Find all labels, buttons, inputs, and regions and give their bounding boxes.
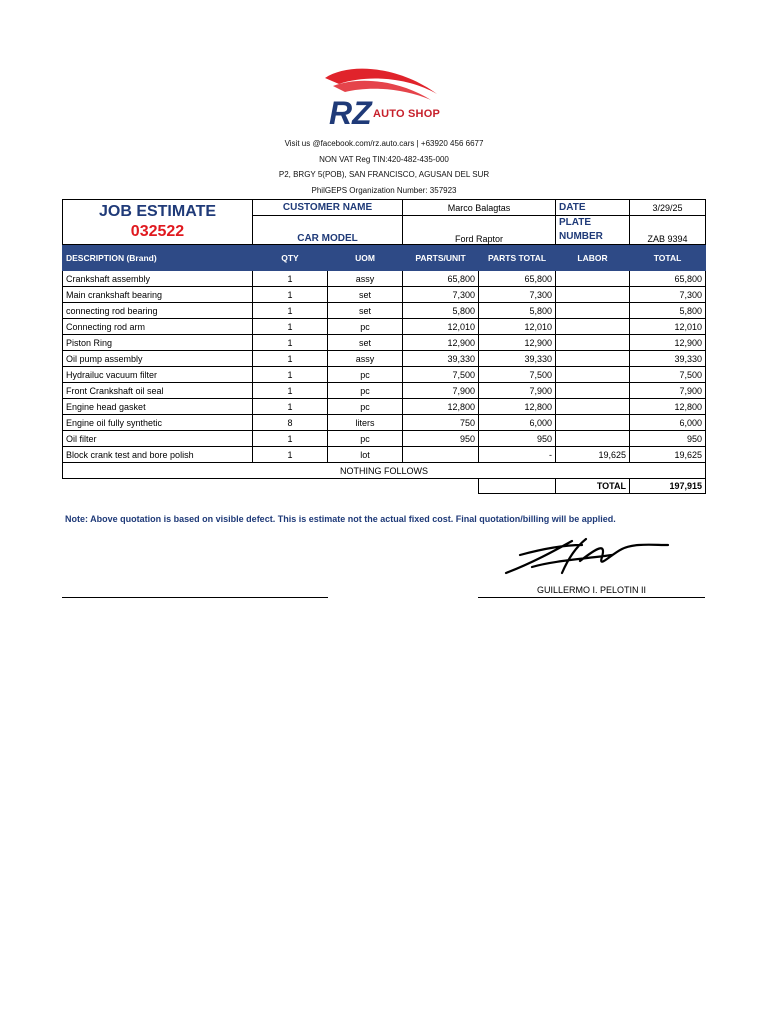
tin-line: NON VAT Reg TIN:420-482-435-000 xyxy=(319,154,449,164)
cell-total: 65,800 xyxy=(630,271,706,287)
cell-qty: 1 xyxy=(253,367,328,383)
cell-unit: 950 xyxy=(403,431,479,447)
job-estimate-title: JOB ESTIMATE xyxy=(98,203,217,220)
cell-parts-total: 12,800 xyxy=(479,399,556,415)
cell-labor: 19,625 xyxy=(556,447,630,463)
cell-labor xyxy=(556,431,630,447)
cell-uom: set xyxy=(328,287,403,303)
cell-uom: pc xyxy=(328,319,403,335)
col-total: TOTAL xyxy=(630,245,706,271)
grand-total: 197,915 xyxy=(630,479,706,494)
signature-line-left xyxy=(62,597,328,598)
cell-qty: 1 xyxy=(253,447,328,463)
cell-uom: assy xyxy=(328,271,403,287)
cell-parts-total: 950 xyxy=(479,431,556,447)
cell-parts-total: 12,900 xyxy=(479,335,556,351)
table-row xyxy=(63,271,706,287)
job-estimate-cell xyxy=(63,200,253,245)
cell-desc: Piston Ring xyxy=(63,335,253,351)
nothing-follows: NOTHING FOLLOWS xyxy=(63,463,706,479)
cell-desc: Connecting rod arm xyxy=(63,319,253,335)
cell-desc: Oil filter xyxy=(63,431,253,447)
cell-desc: Crankshaft assembly xyxy=(63,271,253,287)
cell-parts-total: 65,800 xyxy=(479,271,556,287)
cell-total: 7,500 xyxy=(630,367,706,383)
signature-line-right xyxy=(478,597,705,598)
total-blank-cell xyxy=(479,479,556,494)
signatory-name: GUILLERMO I. PELOTIN II xyxy=(536,585,647,595)
cell-uom: set xyxy=(328,303,403,319)
contact-line: Visit us @facebook.com/rz.auto.cars | +63920 456 6677 xyxy=(284,139,484,148)
cell-parts-total: 39,330 xyxy=(479,351,556,367)
cell-total: 6,000 xyxy=(630,415,706,431)
customer-name-label: CUSTOMER NAME xyxy=(253,200,403,216)
cell-unit: 12,010 xyxy=(403,319,479,335)
cell-total: 12,800 xyxy=(630,399,706,415)
cell-labor xyxy=(556,303,630,319)
car-model-label: CAR MODEL xyxy=(253,216,403,245)
cell-qty: 1 xyxy=(253,271,328,287)
cell-parts-total: 7,500 xyxy=(479,367,556,383)
col-description: DESCRIPTION (Brand) xyxy=(63,245,253,271)
cell-qty: 1 xyxy=(253,303,328,319)
logo-mark: RZ xyxy=(329,95,372,131)
col-labor: LABOR xyxy=(556,245,630,271)
cell-total: 12,010 xyxy=(630,319,706,335)
shop-logo xyxy=(319,64,449,136)
cell-labor xyxy=(556,351,630,367)
col-qty: QTY xyxy=(253,245,328,271)
plate-label-line1: PLATE xyxy=(559,217,592,228)
date-value: 3/29/25 xyxy=(630,200,706,216)
cell-unit: 5,800 xyxy=(403,303,479,319)
cell-labor xyxy=(556,383,630,399)
cell-unit xyxy=(403,447,479,463)
cell-uom: lot xyxy=(328,447,403,463)
letterhead xyxy=(0,64,768,198)
cell-parts-total: 5,800 xyxy=(479,303,556,319)
column-header-row xyxy=(63,245,706,271)
estimate-table xyxy=(62,199,706,494)
table-row xyxy=(63,351,706,367)
cell-qty: 1 xyxy=(253,431,328,447)
col-parts-unit: PARTS/UNIT xyxy=(403,245,479,271)
plate-label-line2: NUMBER xyxy=(559,231,603,242)
table-row xyxy=(63,335,706,351)
cell-labor xyxy=(556,319,630,335)
cell-uom: set xyxy=(328,335,403,351)
cell-total: 12,900 xyxy=(630,335,706,351)
cell-parts-total: 7,300 xyxy=(479,287,556,303)
col-uom: UOM xyxy=(328,245,403,271)
cell-desc: Oil pump assembly xyxy=(63,351,253,367)
cell-parts-total: - xyxy=(479,447,556,463)
cell-unit: 7,300 xyxy=(403,287,479,303)
table-row xyxy=(63,303,706,319)
table-row xyxy=(63,383,706,399)
logo-text: AUTO SHOP xyxy=(373,108,440,120)
table-row xyxy=(63,367,706,383)
cell-labor xyxy=(556,271,630,287)
table-row xyxy=(63,399,706,415)
cell-unit: 39,330 xyxy=(403,351,479,367)
cell-parts-total: 12,010 xyxy=(479,319,556,335)
car-model-value: Ford Raptor xyxy=(403,216,556,245)
total-label: TOTAL xyxy=(556,479,630,494)
cell-uom: liters xyxy=(328,415,403,431)
cell-unit: 12,800 xyxy=(403,399,479,415)
cell-qty: 1 xyxy=(253,399,328,415)
job-number: 032522 xyxy=(130,223,185,240)
philgeps-line: PhilGEPS Organization Number: 357923 xyxy=(311,185,457,195)
cell-parts-total: 7,900 xyxy=(479,383,556,399)
cell-total: 7,900 xyxy=(630,383,706,399)
quotation-note: Note: Above quotation is based on visible defect. This is estimate not the actual fixed cost. Final quotation/billing will be applied. xyxy=(65,514,616,524)
cell-desc: Front Crankshaft oil seal xyxy=(63,383,253,399)
cell-labor xyxy=(556,399,630,415)
cell-qty: 1 xyxy=(253,319,328,335)
logo-swoosh-icon xyxy=(319,64,449,136)
cell-desc: Engine oil fully synthetic xyxy=(63,415,253,431)
cell-desc: Main crankshaft bearing xyxy=(63,287,253,303)
cell-qty: 8 xyxy=(253,415,328,431)
cell-qty: 1 xyxy=(253,335,328,351)
cell-total: 39,330 xyxy=(630,351,706,367)
cell-uom: pc xyxy=(328,431,403,447)
plate-number-label xyxy=(556,216,630,245)
cell-uom: pc xyxy=(328,367,403,383)
cell-total: 7,300 xyxy=(630,287,706,303)
signature-icon xyxy=(502,533,672,581)
table-row xyxy=(63,415,706,431)
cell-labor xyxy=(556,287,630,303)
cell-labor xyxy=(556,335,630,351)
cell-labor xyxy=(556,415,630,431)
cell-qty: 1 xyxy=(253,351,328,367)
address-line: P2, BRGY 5(POB), SAN FRANCISCO, AGUSAN DEL SUR xyxy=(278,170,490,179)
cell-qty: 1 xyxy=(253,287,328,303)
cell-parts-total: 6,000 xyxy=(479,415,556,431)
total-spacer xyxy=(63,479,479,494)
cell-unit: 65,800 xyxy=(403,271,479,287)
cell-unit: 12,900 xyxy=(403,335,479,351)
table-row xyxy=(63,319,706,335)
date-label: DATE xyxy=(556,200,630,216)
cell-total: 19,625 xyxy=(630,447,706,463)
cell-desc: Engine head gasket xyxy=(63,399,253,415)
table-row xyxy=(63,447,706,463)
cell-uom: pc xyxy=(328,383,403,399)
cell-desc: connecting rod bearing xyxy=(63,303,253,319)
table-row xyxy=(63,287,706,303)
cell-qty: 1 xyxy=(253,383,328,399)
cell-unit: 750 xyxy=(403,415,479,431)
table-row xyxy=(63,431,706,447)
cell-labor xyxy=(556,367,630,383)
cell-unit: 7,900 xyxy=(403,383,479,399)
cell-desc: Hydrailuc vacuum filter xyxy=(63,367,253,383)
plate-number-value: ZAB 9394 xyxy=(630,216,706,245)
customer-name-value: Marco Balagtas xyxy=(403,200,556,216)
cell-uom: pc xyxy=(328,399,403,415)
col-parts-total: PARTS TOTAL xyxy=(479,245,556,271)
cell-total: 5,800 xyxy=(630,303,706,319)
cell-desc: Block crank test and bore polish xyxy=(63,447,253,463)
cell-unit: 7,500 xyxy=(403,367,479,383)
cell-uom: assy xyxy=(328,351,403,367)
cell-total: 950 xyxy=(630,431,706,447)
